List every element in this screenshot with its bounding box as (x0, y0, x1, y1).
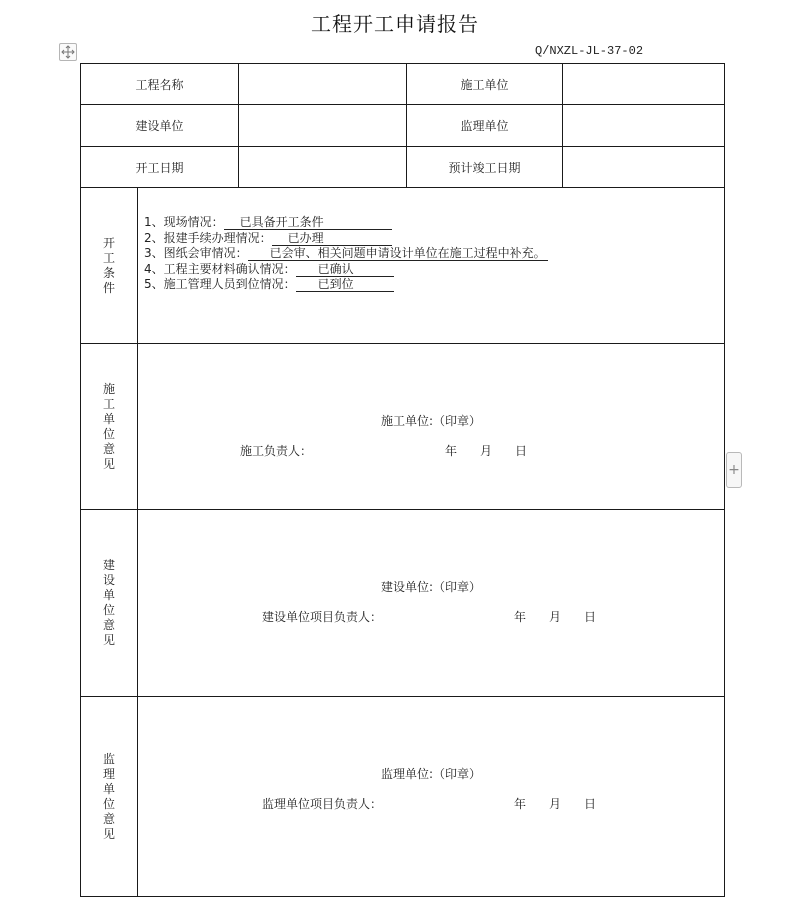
condition-label: 3、图纸会审情况： (144, 246, 248, 260)
expected-completion-field[interactable] (563, 147, 725, 188)
owner-opinion-content[interactable] (138, 510, 725, 697)
page-title: 工程开工申请报告 (311, 12, 479, 36)
condition-value[interactable]: 已确认 (296, 263, 394, 277)
project-name-field[interactable] (239, 64, 407, 105)
owner-unit-label: 建设单位 (81, 105, 239, 147)
row-project-name (81, 64, 725, 105)
condition-value[interactable]: 已具备开工条件 (224, 216, 392, 230)
move-arrows-icon (60, 44, 76, 60)
supervision-stamp: 监理单位:（印章） (380, 767, 482, 781)
supervision-opinion-label: 监 理 单 位 意 见 (81, 697, 138, 897)
condition-item (144, 277, 724, 293)
condition-value[interactable]: 已办理 (272, 232, 392, 246)
owner-signer: 建设单位项目负责人： (262, 610, 383, 624)
condition-label: 4、工程主要材料确认情况： (144, 261, 296, 276)
condition-value[interactable]: 已到位 (296, 278, 394, 292)
supervision-unit-label: 监理单位 (407, 105, 563, 147)
condition-value[interactable]: 已会审、相关问题申请设计单位在施工过程中补充。 (248, 247, 548, 261)
row-supervision-opinion (81, 697, 725, 897)
row-owner-opinion (81, 510, 725, 697)
owner-stamp: 建设单位:（印章） (380, 580, 482, 594)
condition-item (144, 262, 724, 278)
supervision-signer: 监理单位项目负责人： (262, 797, 383, 811)
owner-unit-field[interactable] (239, 105, 407, 147)
row-dates (81, 147, 725, 188)
conditions-content[interactable] (138, 188, 725, 344)
owner-opinion-label: 建 设 单 位 意 见 (81, 510, 138, 697)
supervision-unit-field[interactable] (563, 105, 725, 147)
supervision-date: 年 月 日 (514, 797, 597, 811)
condition-item (144, 215, 724, 231)
application-form-table (80, 63, 725, 897)
condition-label: 5、施工管理人员到位情况： (144, 277, 296, 291)
start-date-label: 开工日期 (81, 147, 239, 188)
construction-signer: 施工负责人： (240, 444, 313, 458)
start-date-field[interactable] (239, 147, 407, 188)
construction-opinion-label: 施 工 单 位 意 见 (81, 344, 138, 510)
condition-label: 1、现场情况： (144, 215, 224, 229)
expected-completion-label: 预计竣工日期 (407, 147, 563, 188)
plus-icon: + (728, 462, 740, 478)
owner-date: 年 月 日 (514, 610, 597, 624)
construction-stamp: 施工单位:（印章） (380, 414, 482, 428)
construction-date: 年 月 日 (445, 444, 528, 458)
construction-unit-field[interactable] (563, 64, 725, 105)
row-conditions (81, 188, 725, 344)
table-move-handle[interactable] (59, 43, 77, 61)
condition-item (144, 231, 724, 247)
add-column-button[interactable] (726, 452, 742, 488)
conditions-label: 开 工 条 件 (81, 188, 138, 344)
construction-unit-label: 施工单位 (407, 64, 563, 105)
document-code: Q/NXZL-JL-37-02 (535, 44, 644, 58)
row-owner-unit (81, 105, 725, 147)
row-construction-opinion (81, 344, 725, 510)
condition-item (144, 246, 724, 262)
construction-opinion-content[interactable] (138, 344, 725, 510)
condition-label: 2、报建手续办理情况： (144, 230, 272, 245)
supervision-opinion-content[interactable] (138, 697, 725, 897)
project-name-label: 工程名称 (81, 64, 239, 105)
